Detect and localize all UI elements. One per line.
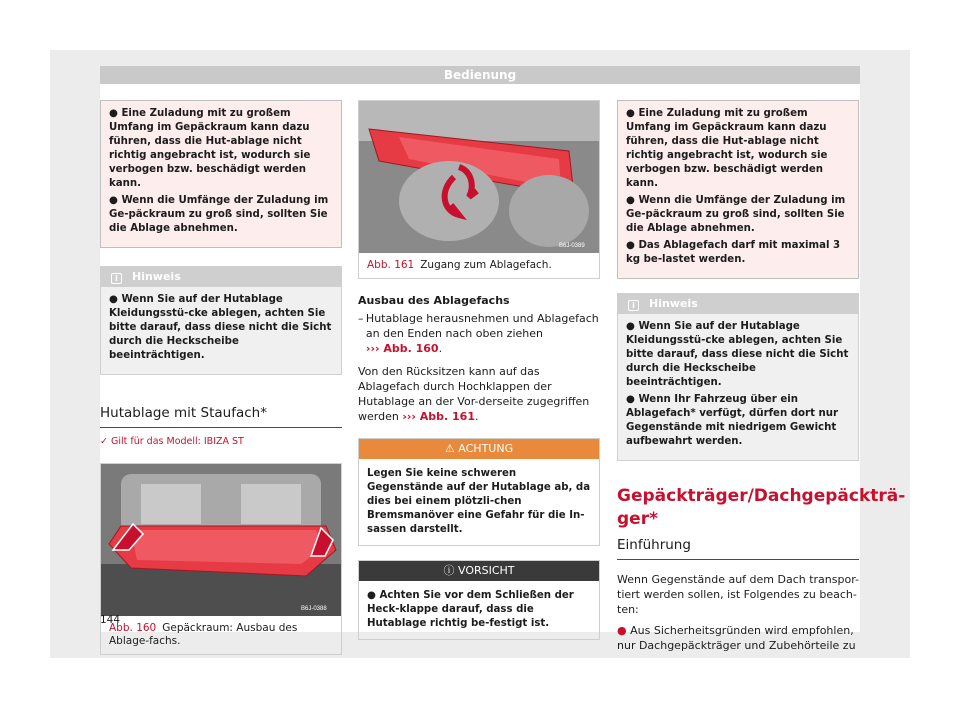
- vorsicht-header: ⓘ VORSICHT: [359, 561, 599, 581]
- vorsicht-box: [358, 560, 600, 640]
- chapter-heading: Gepäckträger/Dachgepäckträ-ger*: [617, 486, 906, 529]
- note-header: i Hinweis: [101, 267, 341, 287]
- figure-link[interactable]: ››› Abb. 161: [402, 410, 475, 423]
- note-item: ● Wenn Sie auf der Hutablage Kleidungsstü-cke ablegen, achten Sie bitte darauf, dass diese nicht die Sicht durch die Heckscheibe beeinträchtigen.: [626, 321, 849, 388]
- bullet-icon: ●: [109, 195, 118, 206]
- warning-item: ● Wenn die Umfänge der Zuladung im Ge-päckraum zu groß sind, sollten Sie die Ablage abnehmen.: [626, 195, 846, 234]
- note-item: ● Wenn Sie auf der Hutablage Kleidungsstü-cke ablegen, achten Sie bitte darauf, dass diese nicht die Sicht durch die Heckscheibe beeinträchtigen.: [109, 294, 332, 361]
- page-number: 144: [100, 614, 121, 626]
- note-item: ● Wenn Ihr Fahrzeug über ein Ablagefach* verfügt, dürfen dort nur Gegenstände mit niedrigem Gewicht aufbewahrt werden.: [626, 394, 839, 447]
- warning-box: [617, 100, 859, 279]
- bullet-icon: ●: [626, 195, 635, 206]
- warning-item: ● Eine Zuladung mit zu großem Umfang im Gepäckraum kann dazu führen, dass die Hut-ablage nicht richtig angebracht ist, wodurch sie verbogen bzw. beschädigt werden kann.: [626, 108, 828, 189]
- caution-icon: ⓘ: [443, 564, 455, 577]
- info-icon: i: [628, 300, 639, 311]
- sub-heading: Ausbau des Ablagefachs: [358, 294, 510, 307]
- figure-code: B6J-0389: [559, 243, 585, 249]
- achtung-box: [358, 438, 600, 546]
- warning-item: ● Wenn die Umfänge der Zuladung im Ge-päckraum zu groß sind, sollten Sie die Ablage abnehmen.: [109, 195, 329, 234]
- figure-caption: Abb. 160 Gepäckraum: Ausbau des Ablage-fachs.: [109, 622, 298, 647]
- dash: –: [358, 312, 364, 325]
- bullet-icon: ●: [626, 394, 635, 405]
- column-3: [617, 100, 906, 653]
- trunk-image: [101, 464, 341, 616]
- warning-icon: ⚠: [444, 442, 455, 455]
- column-2: [358, 100, 600, 640]
- note-box: [617, 293, 859, 461]
- bullet-icon: ●: [626, 108, 635, 119]
- note-box: [100, 266, 342, 375]
- section-heading: Einführung: [617, 537, 859, 560]
- bullet-item: ● Aus Sicherheitsgründen wird empfohlen, nur Dachgepäckträger und Zubehörteile zu: [617, 624, 856, 652]
- bullet-icon: ●: [367, 590, 376, 601]
- warning-item: ● Eine Zuladung mit zu großem Umfang im Gepäckraum kann dazu führen, dass die Hut-ablage nicht richtig angebracht ist, wodurch sie verbogen bzw. beschädigt werden kann.: [109, 108, 311, 189]
- column-1: [100, 100, 342, 655]
- warning-item: ● Das Ablagefach darf mit maximal 3 kg be-lastet werden.: [626, 240, 841, 265]
- section-title: Hutablage mit Staufach*: [100, 405, 342, 428]
- achtung-header: ⚠ ACHTUNG: [359, 439, 599, 459]
- rear-seat-illustration: [359, 101, 599, 253]
- figure-link[interactable]: ››› Abb. 160: [365, 342, 439, 355]
- info-icon: i: [111, 273, 122, 284]
- figure-code: B6J-0388: [301, 606, 327, 612]
- check-icon: ✓: [100, 436, 108, 447]
- trunk-illustration: [101, 464, 341, 616]
- warning-box: [100, 100, 342, 248]
- bullet-icon: ●: [617, 624, 627, 637]
- bullet-icon: ●: [626, 240, 635, 251]
- bullet-icon: ●: [109, 108, 118, 119]
- achtung-text: Legen Sie keine schweren Gegenstände auf der Hutablage ab, da dies bei einem plötzli-chen Bremsmanöver eine Gefahr für die In-sassen darstellt.: [367, 468, 591, 535]
- figure-160: [100, 463, 342, 655]
- figure-161: [358, 100, 600, 279]
- rear-seat-image: [359, 101, 599, 253]
- validity-note: ✓ Gilt für das Modell: IBIZA ST: [100, 436, 244, 447]
- figure-caption: Abb. 161 Zugang zum Ablagefach.: [367, 259, 552, 271]
- paragraph: Von den Rücksitzen kann auf das Ablagefach durch Hochklappen der Hutablage an der Vor-derseite zugegriffen werden ››› Abb. 161.: [358, 365, 590, 423]
- note-header: i Hinweis: [618, 294, 858, 314]
- page-header: Bedienung: [100, 66, 860, 84]
- bullet-icon: ●: [626, 321, 635, 332]
- step: – Hutablage herausnehmen und Ablagefach an den Enden nach oben ziehen ››› Abb. 160.: [358, 312, 599, 355]
- vorsicht-text: ● Achten Sie vor dem Schließen der Heck-klappe darauf, dass die Hutablage richtig be-festigt ist.: [367, 590, 574, 629]
- paragraph: Wenn Gegenstände auf dem Dach transpor-tiert werden sollen, ist Folgendes zu beach-ten:: [617, 573, 860, 616]
- bullet-icon: ●: [109, 294, 118, 305]
